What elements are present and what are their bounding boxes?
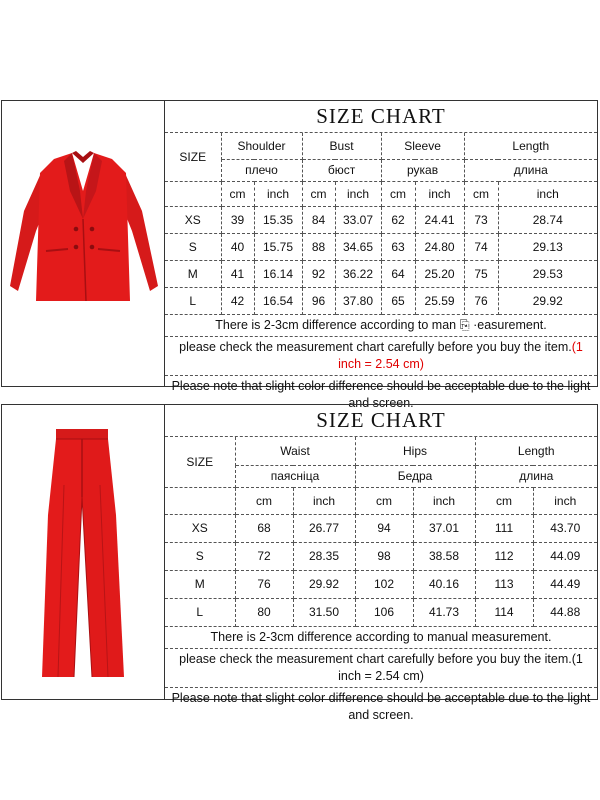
table-row [165, 260, 597, 287]
value-cell: 33.07 [335, 206, 381, 233]
note-check-chart: please check the measurement chart carefully before you buy the item.(1 inch = 2.54 cm) [165, 649, 597, 688]
table-row [165, 233, 597, 260]
unit-cell: inch [533, 487, 597, 514]
chart-title: SIZE CHART [165, 101, 597, 133]
table-row [165, 542, 597, 570]
value-cell: 112 [475, 542, 533, 570]
size-cell: S [165, 233, 221, 260]
jacket-size-card [1, 100, 598, 410]
value-cell: 73 [464, 206, 498, 233]
column-sub-shoulder: плечо [221, 159, 302, 181]
column-group-waist: Waist [235, 437, 355, 465]
note-difference: There is 2-3cm difference according to manual measurement. [165, 627, 597, 649]
value-cell: 88 [302, 233, 335, 260]
value-cell: 98 [355, 542, 413, 570]
value-cell: 44.09 [533, 542, 597, 570]
note-check-chart: please check the measurement chart carefully before you buy the item.(1 inch = 2.54 cm) [165, 337, 597, 376]
size-header: SIZE [165, 133, 221, 181]
value-cell: 84 [302, 206, 335, 233]
table-row [165, 514, 597, 542]
value-cell: 68 [235, 514, 293, 542]
value-cell: 25.20 [415, 260, 464, 287]
unit-cell: cm [302, 181, 335, 206]
value-cell: 75 [464, 260, 498, 287]
value-cell: 29.13 [498, 233, 597, 260]
value-cell: 15.35 [254, 206, 302, 233]
unit-cell: inch [415, 181, 464, 206]
pants-size-table [165, 437, 597, 627]
size-cell: XS [165, 514, 235, 542]
unit-cell: cm [235, 487, 293, 514]
value-cell: 74 [464, 233, 498, 260]
value-cell: 41 [221, 260, 254, 287]
value-cell: 94 [355, 514, 413, 542]
size-cell: M [165, 260, 221, 287]
column-sub-waist: паясніца [235, 465, 355, 487]
image-glyph-icon: ⎘ [459, 317, 470, 332]
value-cell: 26.77 [293, 514, 355, 542]
unit-cell: cm [475, 487, 533, 514]
unit-cell: inch [335, 181, 381, 206]
value-cell: 102 [355, 570, 413, 598]
table-row [165, 598, 597, 626]
value-cell: 40 [221, 233, 254, 260]
value-cell: 36.22 [335, 260, 381, 287]
red-blazer-illustration [2, 101, 164, 386]
value-cell: 28.35 [293, 542, 355, 570]
table-row [165, 570, 597, 598]
size-cell: M [165, 570, 235, 598]
note-color-difference: Please note that slight color difference should be acceptable due to the light and screen. [171, 378, 591, 410]
value-cell: 62 [381, 206, 415, 233]
unit-cell: inch [293, 487, 355, 514]
value-cell: 113 [475, 570, 533, 598]
column-sub-length: длина [464, 159, 597, 181]
unit-cell: cm [464, 181, 498, 206]
value-cell: 76 [464, 287, 498, 314]
size-cell: XS [165, 206, 221, 233]
value-cell: 29.92 [498, 287, 597, 314]
value-cell: 16.14 [254, 260, 302, 287]
size-cell: L [165, 287, 221, 314]
column-sub-hips: Бедра [355, 465, 475, 487]
inch-conversion-note: (1 inch = 2.54 cm) [338, 339, 583, 371]
value-cell: 24.41 [415, 206, 464, 233]
value-cell: 29.92 [293, 570, 355, 598]
column-sub-length: длина [475, 465, 597, 487]
unit-cell: cm [355, 487, 413, 514]
pants-size-chart [165, 405, 597, 722]
pants-notes [165, 627, 597, 726]
unit-cell: inch [254, 181, 302, 206]
value-cell: 106 [355, 598, 413, 626]
column-sub-sleeve: рукав [381, 159, 464, 181]
value-cell: 96 [302, 287, 335, 314]
column-group-sleeve: Sleeve [381, 133, 464, 159]
value-cell: 40.16 [413, 570, 475, 598]
column-group-shoulder: Shoulder [221, 133, 302, 159]
unit-spacer [165, 181, 221, 206]
column-group-hips: Hips [355, 437, 475, 465]
jacket-image [2, 101, 165, 386]
column-group-bust: Bust [302, 133, 381, 159]
value-cell: 63 [381, 233, 415, 260]
chart-title: SIZE CHART [165, 405, 597, 437]
value-cell: 37.01 [413, 514, 475, 542]
value-cell: 42 [221, 287, 254, 314]
value-cell: 39 [221, 206, 254, 233]
column-group-length: Length [475, 437, 597, 465]
column-sub-bust: бюст [302, 159, 381, 181]
unit-cell: inch [413, 487, 475, 514]
value-cell: 44.88 [533, 598, 597, 626]
value-cell: 111 [475, 514, 533, 542]
value-cell: 64 [381, 260, 415, 287]
value-cell: 80 [235, 598, 293, 626]
unit-spacer [165, 487, 235, 514]
red-trousers-illustration [2, 405, 164, 699]
jacket-size-table [165, 133, 597, 315]
unit-cell: cm [381, 181, 415, 206]
table-row [165, 287, 597, 314]
value-cell: 38.58 [413, 542, 475, 570]
value-cell: 34.65 [335, 233, 381, 260]
jacket-notes [165, 315, 597, 414]
column-group-length: Length [464, 133, 597, 159]
jacket-size-chart [165, 101, 597, 410]
unit-cell: inch [498, 181, 597, 206]
pants-image [2, 405, 165, 699]
unit-cell: cm [221, 181, 254, 206]
value-cell: 24.80 [415, 233, 464, 260]
value-cell: 16.54 [254, 287, 302, 314]
size-cell: S [165, 542, 235, 570]
value-cell: 92 [302, 260, 335, 287]
value-cell: 72 [235, 542, 293, 570]
value-cell: 15.75 [254, 233, 302, 260]
value-cell: 31.50 [293, 598, 355, 626]
value-cell: 25.59 [415, 287, 464, 314]
value-cell: 43.70 [533, 514, 597, 542]
value-cell: 44.49 [533, 570, 597, 598]
value-cell: 114 [475, 598, 533, 626]
value-cell: 41.73 [413, 598, 475, 626]
note-difference: There is 2-3cm difference according to man ⎘ ·easurement. [165, 315, 597, 337]
pants-size-card [1, 404, 598, 722]
size-cell: L [165, 598, 235, 626]
value-cell: 29.53 [498, 260, 597, 287]
value-cell: 37.80 [335, 287, 381, 314]
value-cell: 28.74 [498, 206, 597, 233]
size-header: SIZE [165, 437, 235, 487]
table-row [165, 206, 597, 233]
note-color-difference: Please note that slight color difference should be acceptable due to the light and screen. [171, 690, 591, 722]
value-cell: 76 [235, 570, 293, 598]
value-cell: 65 [381, 287, 415, 314]
